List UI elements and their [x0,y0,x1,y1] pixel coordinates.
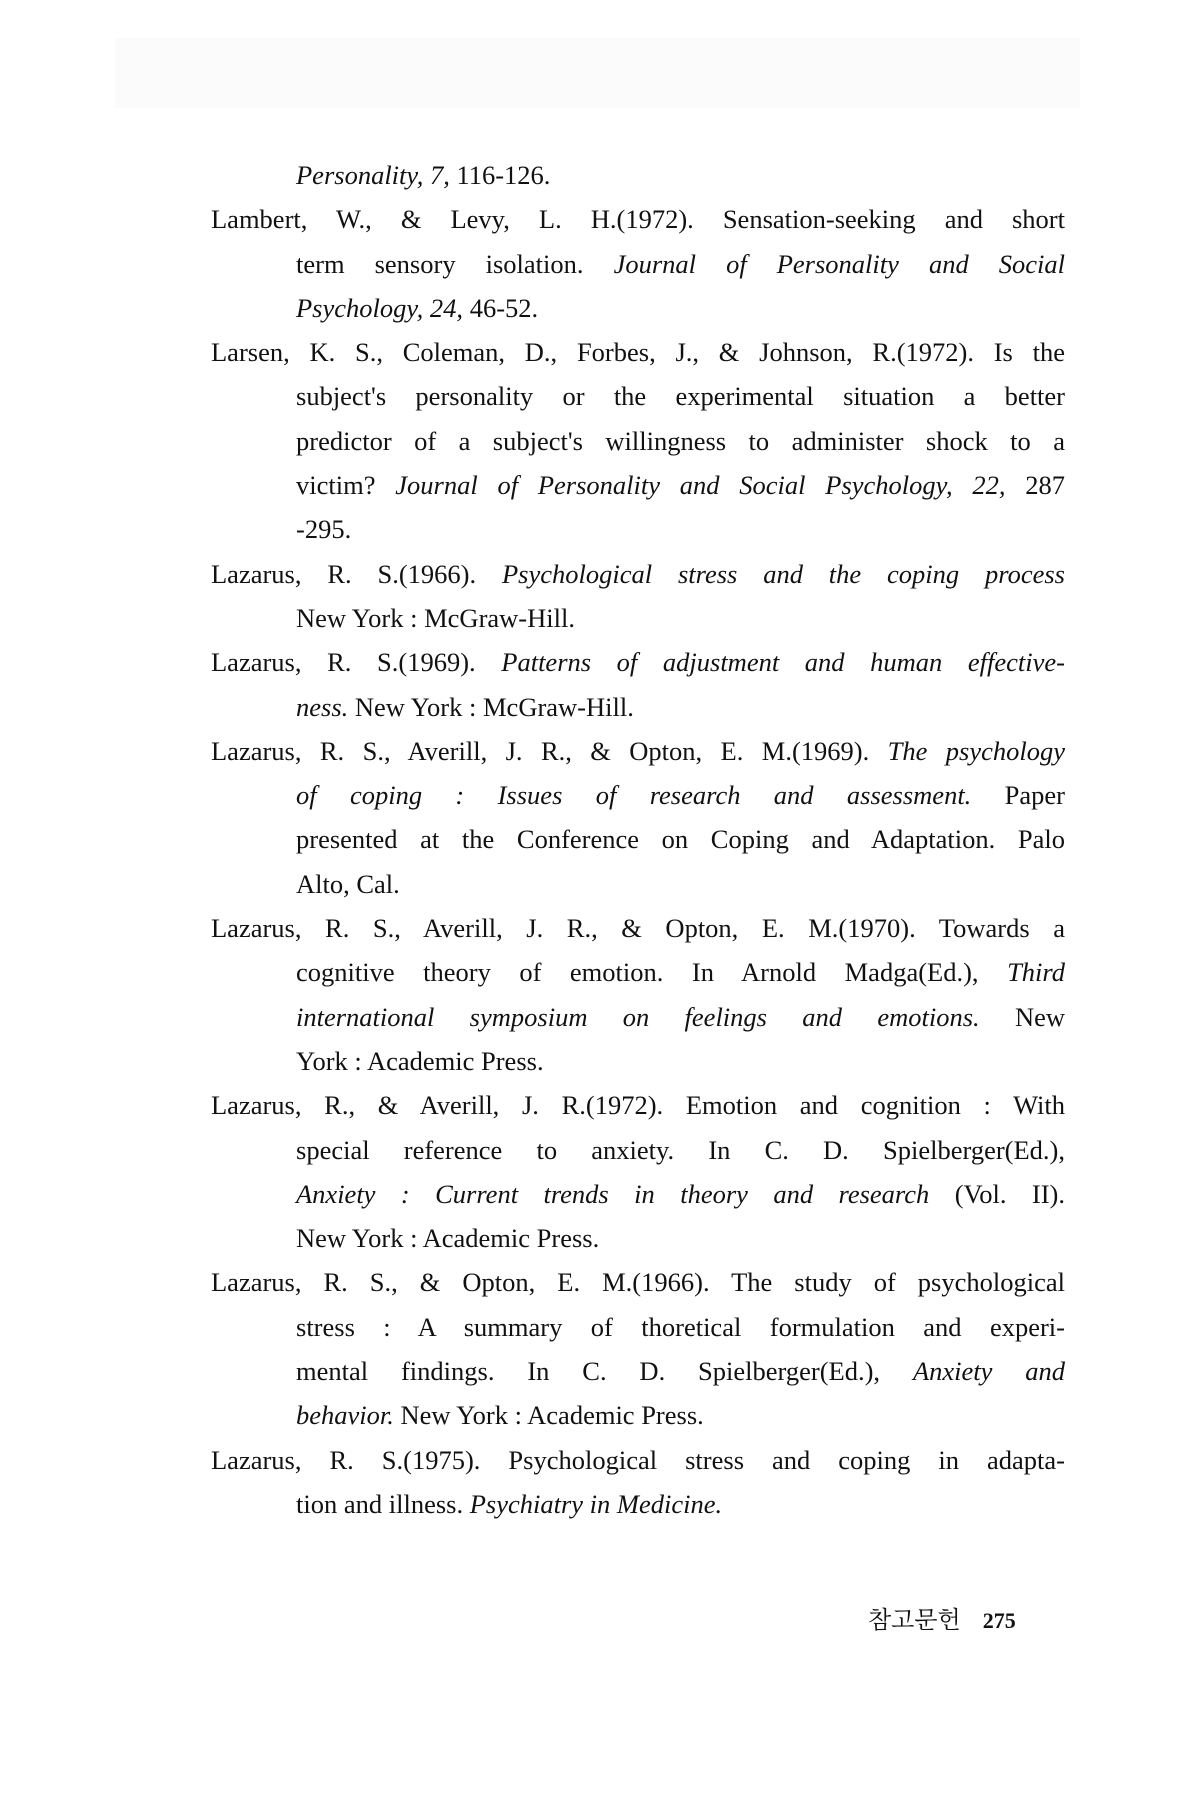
reference-line [211,729,1065,773]
reference-text: 46-52. [469,292,539,323]
reference-line [211,773,1065,817]
reference-line [211,242,1065,286]
italic-title-text: Patterns of adjustment and human effective- [501,647,1065,678]
reference-text: stress : A summary of thoretical formulation and experi- [296,1311,1065,1342]
reference-line [211,153,1065,197]
reference-text: Lazarus, R. S.(1975). Psychological stress and coping in adapta- [211,1444,1065,1475]
reference-line [211,950,1065,994]
reference-line [211,552,1065,596]
reference-text: subject's personality or the experimental situation a better [296,381,1065,412]
reference-text: mental findings. In C. D. Spielberger(Ed.), [296,1356,913,1387]
reference-entry [211,906,1065,1083]
reference-text: Lazarus, R. S., & Opton, E. M.(1966). The study of psychological [211,1267,1065,1298]
reference-text: Larsen, K. S., Coleman, D., Forbes, J., & Johnson, R.(1972). Is the [211,337,1065,368]
reference-line [211,1349,1065,1393]
italic-title-text: The psychology [887,735,1065,766]
reference-line [211,197,1065,241]
reference-line [211,1039,1065,1083]
reference-text: predictor of a subject's willingness to administer shock to a [296,425,1065,456]
reference-list [211,153,1065,1526]
page-footer [868,1600,1016,1635]
italic-title-text: Anxiety and [912,1356,1065,1387]
reference-entry [211,552,1065,641]
running-section-title: 참고문헌 [868,1608,961,1634]
reference-line [211,1172,1065,1216]
italic-title-text: Psychiatry in Medicine. [469,1488,723,1519]
reference-line [211,1260,1065,1304]
reference-text: victim? [296,470,396,501]
reference-text: New York : Academic Press. [296,1223,600,1254]
italic-title-text: Personality, 7, [296,160,450,190]
reference-line [211,685,1065,729]
reference-line [211,596,1065,640]
reference-line [211,1305,1065,1349]
reference-entry [211,1438,1065,1527]
scan-shading [115,38,1080,108]
reference-text: term sensory isolation. [296,248,614,279]
reference-entry [211,197,1065,330]
reference-text: Lazarus, R. S., Averill, J. R., & Opton, E. M.(1970). Towards a [211,913,1065,944]
reference-line [211,419,1065,463]
reference-line [211,463,1065,507]
italic-title-text: Psychology, 24, [296,292,464,323]
reference-text: tion and illness. [296,1488,470,1519]
reference-line [211,330,1065,374]
italic-title-text: Third [1007,957,1065,988]
reference-text: Lambert, W., & Levy, L. H.(1972). Sensation-seeking and short [211,204,1065,235]
italic-title-text: Journal of Personality and Social [613,248,1065,279]
reference-text: Lazarus, R. S.(1969). [211,647,502,678]
reference-line [211,995,1065,1039]
reference-text: cognitive theory of emotion. In Arnold Madga(Ed.), [296,957,1008,988]
reference-text: Alto, Cal. [296,868,400,899]
reference-entry [211,153,1065,197]
italic-title-text: Psychological stress and the coping process [501,558,1065,589]
reference-text: York : Academic Press. [296,1045,544,1076]
reference-text: New York : McGraw-Hill. [296,602,575,633]
reference-text: Lazarus, R. S.(1966). [211,558,502,589]
reference-text: New York : Academic Press. [400,1400,704,1431]
reference-line [211,507,1065,551]
reference-text: presented at the Conference on Coping and Adaptation. Palo [296,824,1065,855]
reference-text: Lazarus, R. S., Averill, J. R., & Opton, E. M.(1969). [211,735,888,766]
reference-text: Paper [1004,780,1066,811]
reference-line [211,862,1065,906]
reference-line [211,1216,1065,1260]
reference-text: (Vol. II). [954,1178,1065,1209]
reference-line [211,1438,1065,1482]
reference-text: -295. [296,514,352,545]
italic-title-text: Anxiety : Current trends in theory and research [296,1178,930,1209]
reference-line [211,1083,1065,1127]
reference-text: New [1014,1001,1066,1032]
reference-text: special reference to anxiety. In C. D. Spielberger(Ed.), [296,1134,1065,1165]
reference-line [211,1393,1065,1437]
italic-title-text: international symposium on feelings and emotions. [296,1001,980,1032]
reference-line [211,374,1065,418]
reference-entry [211,729,1065,906]
reference-line [211,1482,1065,1526]
reference-entry [211,330,1065,551]
reference-entry [211,1260,1065,1437]
reference-line [211,817,1065,861]
italic-title-text: behavior. [296,1400,394,1431]
reference-text: 116-126. [456,160,551,190]
italic-title-text: of coping : Issues of research and assessment. [296,780,972,811]
reference-entry [211,1083,1065,1260]
reference-entry [211,640,1065,729]
reference-line [211,906,1065,950]
reference-text: Lazarus, R., & Averill, J. R.(1972). Emotion and cognition : With [211,1090,1065,1121]
reference-line [211,1128,1065,1172]
italic-title-text: ness. [296,691,349,722]
reference-line [211,640,1065,684]
reference-line [211,286,1065,330]
page-number: 275 [982,1608,1016,1633]
reference-text: 287 [1025,470,1065,501]
reference-text: New York : McGraw-Hill. [354,691,634,722]
italic-title-text: Journal of Personality and Social Psychology, 22, [395,470,1006,501]
